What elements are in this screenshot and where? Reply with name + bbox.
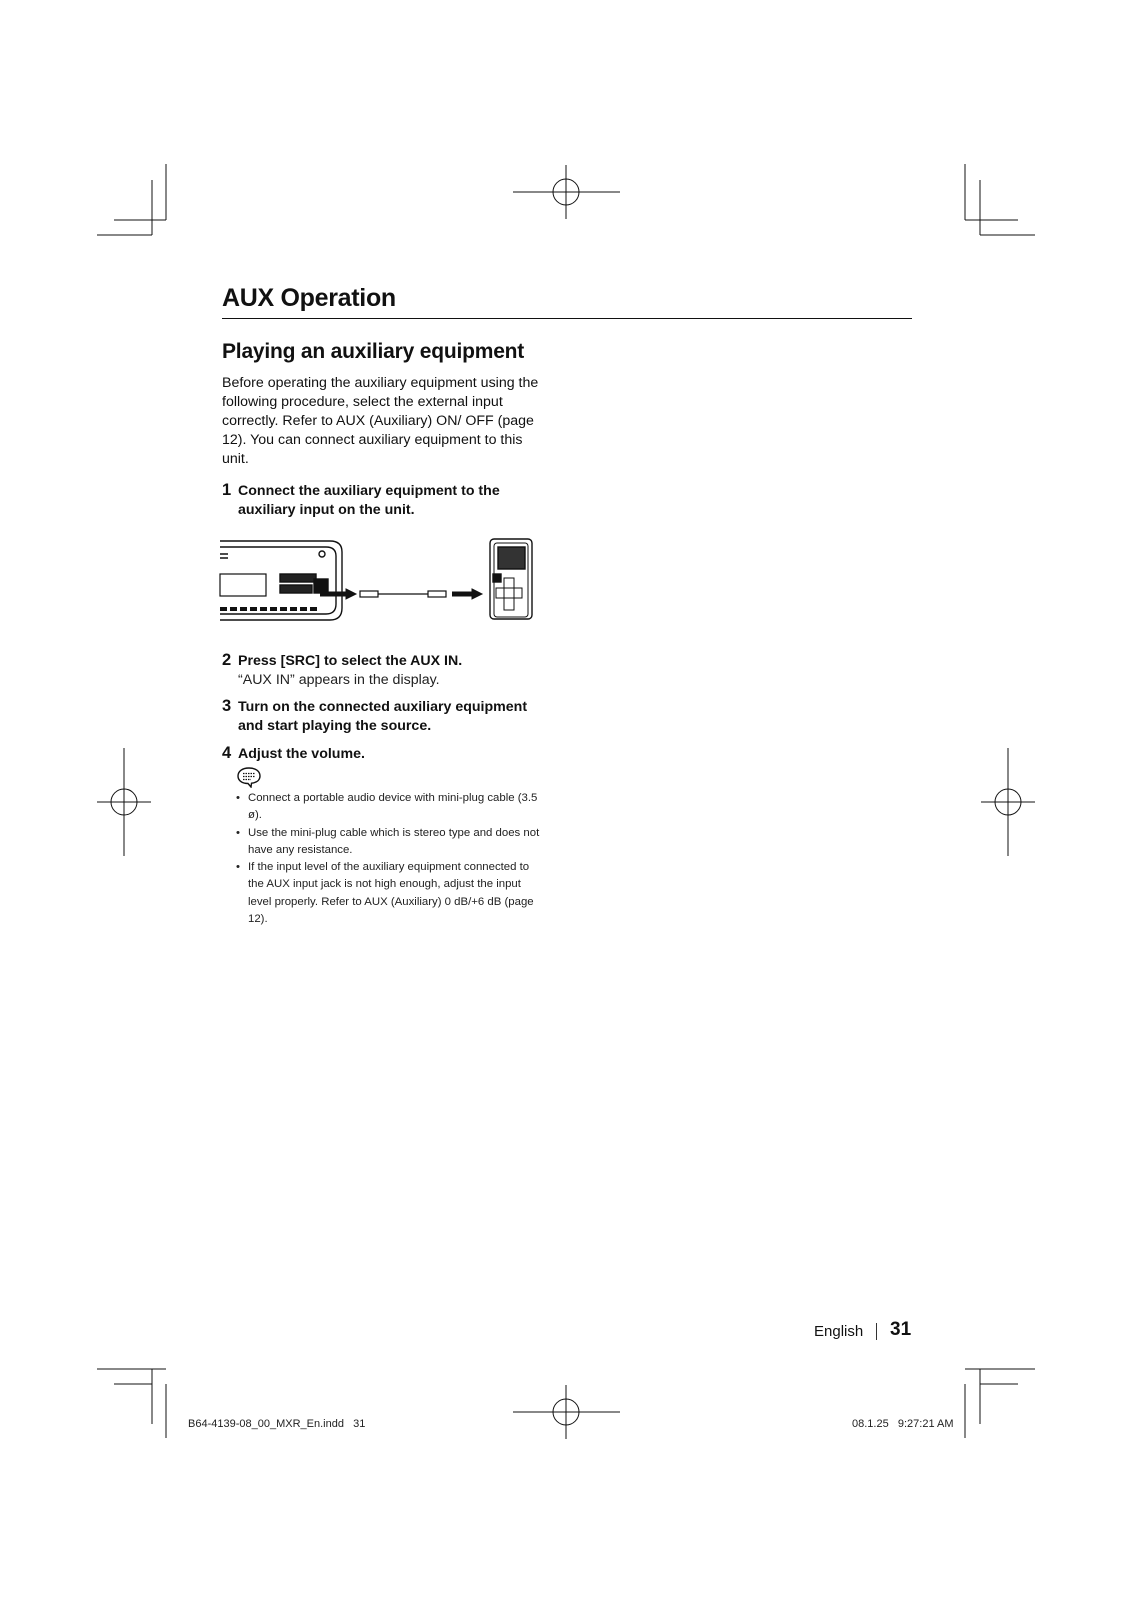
note-item: • If the input level of the auxiliary equipment connected to the AUX input jack is not high enough, adjust the input level properly. Refer to AUX (Auxiliary) 0 dB/+6 dB (page 12). xyxy=(236,861,534,926)
step-number: 4 xyxy=(222,744,232,762)
note-icon xyxy=(236,766,262,788)
step-text: Press [SRC] to select the AUX IN. xyxy=(238,653,463,669)
step-text: Adjust the volume. xyxy=(238,746,365,762)
slug-timestamp: 08.1.25 9:27:21 AM xyxy=(852,1418,954,1430)
subsection-title: Playing an auxiliary equipment xyxy=(222,340,525,363)
notes-list xyxy=(234,790,546,928)
step-3 xyxy=(222,698,552,736)
step-number: 2 xyxy=(222,651,232,669)
title-underline xyxy=(222,318,912,319)
step-subtext: “AUX IN” appears in the display. xyxy=(238,672,440,688)
page-title: AUX Operation xyxy=(222,284,396,312)
footer-language: English xyxy=(814,1323,864,1340)
portable-player xyxy=(490,539,532,619)
slug-filename: B64-4139-08_00_MXR_En.indd 31 xyxy=(188,1418,366,1430)
footer-separator xyxy=(876,1323,877,1340)
step-4 xyxy=(222,745,552,764)
step-number: 1 xyxy=(222,481,232,499)
page-number: 31 xyxy=(890,1319,912,1340)
step-1 xyxy=(222,482,552,520)
step-text: Turn on the connected auxiliary equipment and start playing the source. xyxy=(238,699,528,734)
head-unit xyxy=(220,541,342,620)
intro-paragraph: Before operating the auxiliary equipment using the following procedure, select the external input correctly. Refer to AUX (Auxiliary) ON/ OFF (page 12). You can connect auxiliary equipment to this unit. xyxy=(222,375,539,467)
note-item: • Use the mini-plug cable which is stereo type and does not have any resistance. xyxy=(236,826,540,856)
cable xyxy=(320,589,482,599)
step-text: Connect the auxiliary equipment to the auxiliary input on the unit. xyxy=(238,483,500,518)
step-number: 3 xyxy=(222,697,232,715)
step-2 xyxy=(222,652,552,690)
note-item: • Connect a portable audio device with mini-plug cable (3.5 ø). xyxy=(236,792,538,822)
aux-connection-illustration xyxy=(218,538,550,624)
